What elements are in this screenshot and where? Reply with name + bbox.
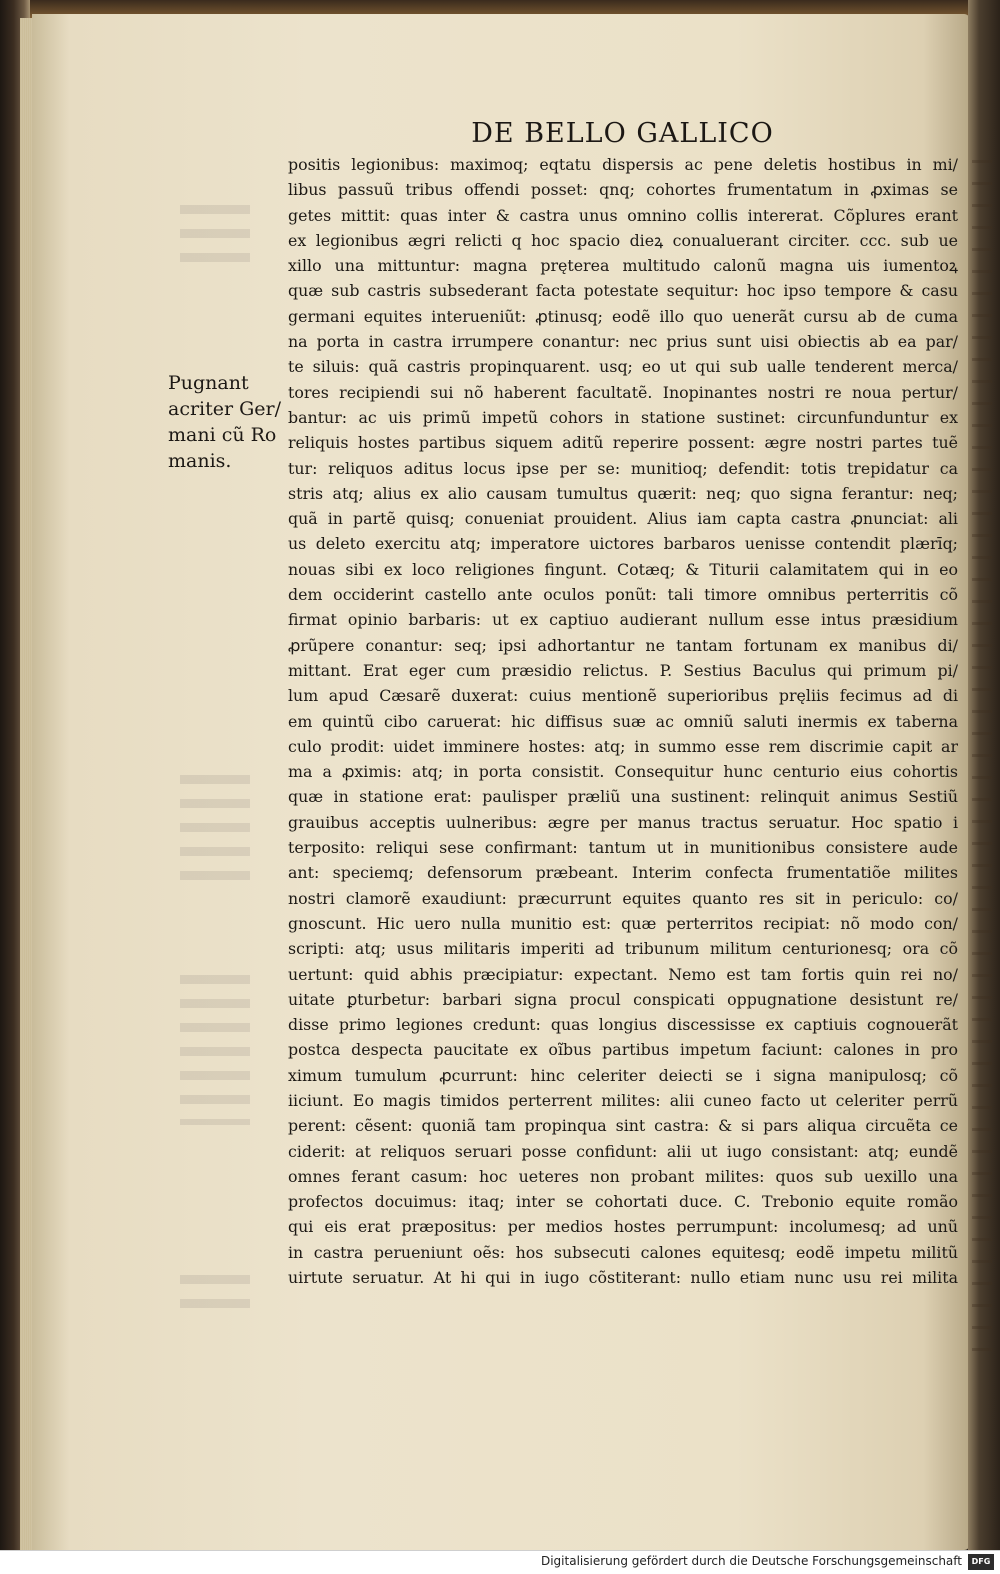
text-line: xillo una mittuntur: magna pręterea multitudo calonũ magna uis iumentoꝝ: [288, 256, 958, 276]
show-through-text: [180, 975, 250, 1125]
text-line: uitate ꝑturbetur: barbari signa procul conspicati oppugnatione desistunt re/: [288, 989, 958, 1009]
dfg-logo: DFG: [968, 1554, 994, 1570]
running-head: DE BELLO GALLICO: [471, 118, 774, 149]
text-line: bantur: ac uis primũ impetũ cohors in statione sustinet: circunfunduntur ex: [288, 407, 958, 427]
text-line: quæ sub castris subsederant facta potestate sequitur: hoc ipso tempore & casu: [288, 281, 958, 301]
text-line: ant: speciemq; defensorum præbeant. Interim confecta frumentatiõe milites: [288, 863, 958, 883]
text-line: ex legionibus ægri relicti q hoc spacio dieꝝ conualuerant circiter. ccc. sub ue: [288, 230, 958, 250]
body-text: [288, 152, 958, 1316]
text-line: ma a ꝓximis: atq; in porta consistit. Consequitur hunc centurio eius cohortis: [288, 762, 958, 782]
text-line: quæ in statione erat: paulisper præliũ una sustinent: relinquit animus Sestiũ: [288, 787, 958, 807]
text-line: gnoscunt. Hic uero nulla munitio est: quæ perterritos recipiat: nõ modo con/: [288, 913, 958, 933]
text-line: terposito: reliqui sese confirmant: tantum ut in munitionibus consistere aude: [288, 838, 958, 858]
text-line: tur: reliquos aditus locus ipse per se: munitioq; defendit: totis trepidatur ca: [288, 458, 958, 478]
text-line: mittant. Erat eger cum præsidio relictus. P. Sestius Baculus qui primum pi/: [288, 660, 958, 680]
text-line: nouas sibi ex loco religiones fingunt. Cotæq; & Titurii calamitatem qui in eo: [288, 559, 958, 579]
marginal-note-line: acriter Ger/: [168, 398, 282, 420]
text-line: na porta in castra irrumpere conantur: nec prius sunt uisi obiectis ab ea par/: [288, 332, 958, 352]
text-line: us deleto exercitu atq; imperatore uictores barbaros uenisse contendit plærīq;: [288, 534, 958, 554]
text-line: nostri clamorẽ exaudiunt: præcurrunt equites quanto res sit in periculo: co/: [288, 888, 958, 908]
show-through-text: [180, 1275, 250, 1310]
marginal-note-line: manis.: [168, 450, 232, 472]
text-line: germani equites interueniũt: ꝓtinusq; eodẽ illo quo uenerãt cursu ab de cuma: [288, 306, 958, 326]
text-line: em quintũ cibo caruerat: hic diffisus suæ ac omniũ saluti inermis ex taberna: [288, 711, 958, 731]
facing-page-bleed: [972, 160, 992, 1360]
text-line: stris atq; alius ex alio causam tumultus quærit: neq; quo signa ferantur: neq;: [288, 483, 958, 503]
text-line: perent: cẽsent: quoniã tam propinqua sint castra: & si pars aliqua circuẽta ce: [288, 1116, 958, 1136]
text-line: [288, 1290, 958, 1315]
text-line: disse primo legiones credunt: quas longius discessisse ex captiuis cognouerãt: [288, 1015, 958, 1035]
text-line: positis legionibus: maximoq; eqtatu dispersis ac pene deletis hostibus in mi/: [288, 155, 958, 174]
text-line: profectos docuimus: itaq; inter se cohortati duce. C. Trebonio equite romão: [288, 1192, 958, 1212]
text-line: qui eis erat præpositus: per medios hostes perrumpunt: incolumesq; ad unũ: [288, 1217, 958, 1237]
text-line: ciderit: at reliquos seruari posse confidunt: alii ut iugo consistant: atq; eundẽ: [288, 1141, 958, 1161]
text-line: dem occiderint castello ante oculos ponũt: tali timore omnibus perterritis cõ: [288, 585, 958, 605]
text-line: ꝓrũpere conantur: seq; ipsi adhortantur ne tantam fortunam ex manibus di/: [288, 635, 958, 655]
text-line: lum apud Cæsarẽ duxerat: cuius mentionẽ superioribus pręliis fecimus ad di: [288, 686, 958, 706]
text-line: firmat opinio barbaris: ut ex captiuo audierant nullum esse intus præsidium: [288, 610, 958, 630]
text-line: reliquis hostes partibus siquem aditũ reperire possent: ægre nostri partes tuẽ: [288, 433, 958, 453]
text-line: quã in partẽ quisq; conueniat prouident. Alius iam capta castra ꝓnunciat: ali: [288, 509, 958, 529]
text-line: in castra perueniunt oẽs: hos subsecuti calones equitesq; eodẽ impetu militũ: [288, 1242, 958, 1262]
text-line: te siluis: quã castris propinquarent. usq; eo ut qui sub ualle tenderent merca/: [288, 357, 958, 377]
funding-credit: Digitalisierung gefördert durch die Deutsche Forschungsgemeinschaft: [540, 1554, 962, 1568]
marginal-note-line: Pugnant: [168, 372, 249, 394]
marginal-note: [168, 370, 286, 474]
text-line: uirtute seruatur. At hi qui in iugo cõstiterant: nullo etiam nunc usu rei milita: [288, 1268, 958, 1288]
text-line: uertunt: quid abhis præcipiatur: expectant. Nemo est tam fortis quin rei no/: [288, 964, 958, 984]
text-line: postca despecta paucitate ex oĩbus partibus impetum faciunt: calones in pro: [288, 1040, 958, 1060]
text-line: omnes ferant casum: hoc ueteres non probant milites: quos sub uexillo una: [288, 1166, 958, 1186]
text-line: scripti: atq; usus militaris imperiti ad tribunum militum centurionesq; ora cõ: [288, 939, 958, 959]
marginal-note-line: mani cũ Ro: [168, 424, 277, 446]
text-line: tores recipiendi sui nõ haberent facultatẽ. Inopinantes nostri re noua pertur/: [288, 382, 958, 402]
show-through-text: [180, 205, 250, 265]
footer-bar: [0, 1550, 1000, 1574]
text-line: libus passuũ tribus offendi posset: qnq; cohortes frumentatum in ꝓximas se: [288, 180, 958, 200]
text-line: grauibus acceptis uulneribus: ægre per manus tractus seruatur. Hoc spatio i: [288, 812, 958, 832]
show-through-text: [180, 775, 250, 885]
text-line: iiciunt. Eo magis timidos perterrent milites: alii cuneo facto ut celeriter perrũ: [288, 1090, 958, 1110]
text-line: getes mittit: quas inter & castra unus omnino collis intererat. Cõplures erant: [288, 205, 958, 225]
text-line: culo prodit: uidet imminere hostes: atq; in summo esse rem discrimie capit ar: [288, 736, 958, 756]
text-line: ximum tumulum ꝓcurrunt: hinc celeriter deiecti se i signa manipulosq; cõ: [288, 1065, 958, 1085]
